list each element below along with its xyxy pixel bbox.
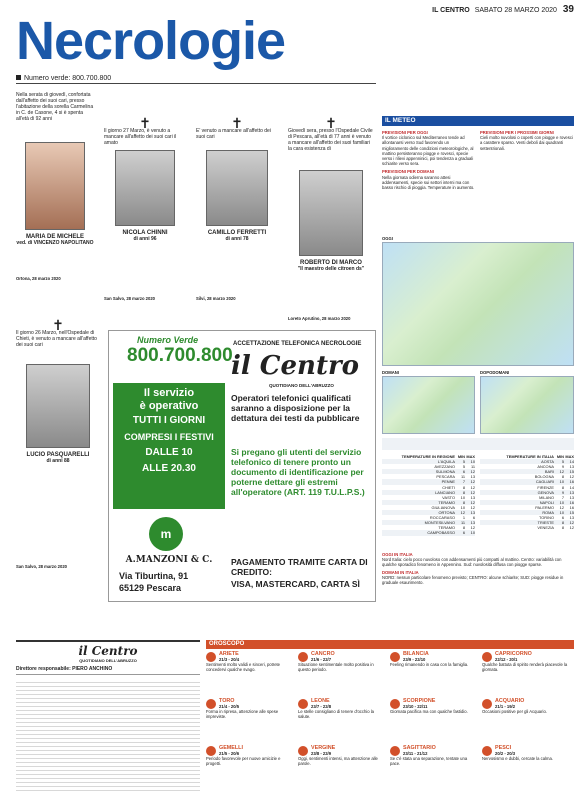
obit-photo bbox=[206, 150, 268, 226]
temp-max: 13 bbox=[470, 494, 475, 500]
temp-city: TRIESTE bbox=[537, 520, 554, 526]
temp-min: 8 bbox=[561, 474, 564, 480]
temp-max: 12 bbox=[470, 499, 475, 505]
temp-max: 11 bbox=[470, 464, 475, 470]
sign-name: GEMELLI bbox=[219, 745, 243, 751]
sign-name: SAGITTARIO bbox=[403, 745, 436, 751]
sign-date: 23/11 - 21/12 bbox=[403, 751, 428, 756]
temp-city: ANCONA bbox=[537, 464, 554, 470]
meteo-tomorrow: Nella giornata odierna saranno attesi addensamenti, specie sui settori interni ma con basso rischio di pioggia. Temperature in aumento. bbox=[382, 174, 475, 191]
sign-name: LEONE bbox=[311, 698, 330, 704]
temp-city: CHIETI bbox=[442, 484, 455, 490]
obit-loc: Ortona, 28 marzo 2020 bbox=[16, 276, 61, 281]
obit-text: Giovedì sera, presso l'Ospedale Civile di Pescara, all'età di 77 anni è venuto a mancare all'affetto dei suoi familiari la cara esistenza di bbox=[288, 128, 373, 152]
temp-max: 12 bbox=[470, 525, 475, 531]
zodiac-icon bbox=[390, 746, 400, 756]
meteo-domani-label: DOMANI bbox=[382, 370, 399, 375]
obit-1 bbox=[16, 92, 94, 310]
obit-photo bbox=[25, 142, 85, 230]
ad-service-line: ALLE 20.30 bbox=[142, 463, 196, 474]
horoscope-sign bbox=[482, 698, 570, 743]
sign-date: 20/2 - 20/3 bbox=[495, 751, 516, 756]
sign-text: Forma in ripresa, attenzione alle spese impreviste. bbox=[206, 709, 279, 720]
temp-max: 13 bbox=[569, 494, 574, 500]
temp-min: 5 bbox=[561, 459, 564, 465]
temp-regione bbox=[382, 454, 475, 536]
sign-text: Feeling rimanendo in casa con la famiglia. bbox=[390, 662, 469, 668]
meteo-map-domani bbox=[382, 376, 475, 434]
obit-text: Nella serata di giovedì, confortata dall'affetto dei suoi cari, presso l'abitazione della sorella Carmelina in C. de Casone, 4 si è spenta all'età di 92 anni bbox=[16, 92, 94, 122]
temp-city: PESCARA bbox=[436, 474, 455, 480]
zodiac-icon bbox=[206, 746, 216, 756]
sign-date: 21/3 - 20/4 bbox=[219, 657, 240, 662]
obit-2 bbox=[104, 116, 186, 318]
sign-name: SCORPIONE bbox=[403, 698, 436, 704]
obit-name: CAMILLO FERRETTI bbox=[207, 230, 267, 236]
ad-service-box bbox=[113, 383, 225, 509]
ad-company: A.MANZONI & C. bbox=[125, 555, 213, 565]
temp-min: 10 bbox=[559, 479, 564, 485]
horoscope-sign bbox=[298, 745, 386, 790]
ad-service-line: DALLE 10 bbox=[145, 447, 193, 458]
temp-min: 12 bbox=[559, 504, 564, 510]
sign-name: VERGINE bbox=[311, 745, 336, 751]
meteo-dopodomani-label: DOPODOMANI bbox=[480, 370, 510, 375]
meteo-region-heading: OGGI IN ITALIA bbox=[382, 552, 413, 557]
obit-sub: di anni 88 bbox=[46, 458, 70, 464]
temp-italia bbox=[480, 454, 574, 530]
temp-min: 8 bbox=[561, 520, 564, 526]
page-date: SABATO 28 MARZO 2020 bbox=[474, 7, 557, 14]
temp-min: 11 bbox=[460, 474, 465, 480]
zodiac-icon bbox=[482, 699, 492, 709]
temp-min: 9 bbox=[561, 464, 564, 470]
cross-icon: ✝ bbox=[52, 318, 64, 334]
impressum-logo: il Centro bbox=[78, 644, 138, 658]
oroscopo-title bbox=[206, 640, 574, 649]
temp-max: 12 bbox=[569, 525, 574, 531]
ad-service-line: Il servizio bbox=[143, 387, 195, 399]
sign-text: Occasioni positive per gli Acquario. bbox=[482, 709, 547, 715]
sign-name: CAPRICORNO bbox=[495, 651, 532, 657]
obit-3 bbox=[196, 116, 278, 318]
sign-text: Qualche battuta di spirito renderà piacevole la giornata. bbox=[482, 662, 568, 673]
temp-min: 8 bbox=[462, 484, 465, 490]
meteo-today: Il vortice ciclonico sul Mediterraneo tende ad allontanarsi verso Sud favorendo un miglioramento delle condizioni meteorologiche, al mattino persisteranno piogge e rovesci, specie verso i rilievi appenninici, poi tendenza a graduali schiarite verso sera. bbox=[382, 135, 474, 167]
sign-name: CANCRO bbox=[311, 651, 335, 657]
temp-min: 8 bbox=[462, 489, 465, 495]
temp-city: ROMA bbox=[542, 510, 554, 516]
phone-bar bbox=[16, 74, 376, 84]
temp-min: 6 bbox=[462, 530, 465, 536]
sign-text: Oggi, sentimenti intensi, ma attenzione alle parole. bbox=[298, 756, 378, 767]
ad-service-line: COMPRESI I FESTIVI bbox=[124, 432, 214, 442]
obit-sub: di anni 96 bbox=[133, 236, 157, 242]
ad-nv-number: 800.700.800 bbox=[127, 345, 233, 366]
temp-city: NAPOLI bbox=[539, 499, 554, 505]
temp-min: 1 bbox=[462, 515, 465, 521]
temp-min: 10 bbox=[559, 499, 564, 505]
sign-name: ARIETE bbox=[219, 651, 239, 657]
obit-name: NICOLA CHINNI bbox=[122, 230, 168, 236]
company-logo-icon: m bbox=[149, 517, 183, 551]
temp-min: 9 bbox=[561, 489, 564, 495]
temp-city: TORINO bbox=[538, 515, 554, 521]
obit-photo bbox=[26, 364, 90, 448]
temp-city: SULMONA bbox=[435, 469, 455, 475]
temp-city: VASTO bbox=[442, 494, 455, 500]
meteo-next: Cieli molto nuvolosi o coperti con piogge e rovesci a carattere sparso. Venti deboli dai quadranti settentrionali. bbox=[480, 135, 573, 151]
horoscope-sign bbox=[206, 651, 294, 696]
cross-icon: ✝ bbox=[139, 116, 151, 132]
sign-text: Situazione sentimentale molto positiva in questo periodo. bbox=[298, 662, 374, 673]
temp-min: 8 bbox=[561, 525, 564, 531]
temp-city: CAGLIARI bbox=[535, 479, 554, 485]
temp-min: 12 bbox=[559, 469, 564, 475]
temp-min: 6 bbox=[462, 469, 465, 475]
temp-min: 8 bbox=[462, 499, 465, 505]
meteo-domani-text: NORD: nessun particolare fenomeno previsto; CENTRO: alcune schiarite; SUD: piogge residue in graduale esaurimento. bbox=[382, 574, 564, 586]
obit-sub: ved. di VINCENZO NAPOLITANO bbox=[16, 240, 94, 246]
temp-min: 10 bbox=[460, 504, 465, 510]
temp-max: 13 bbox=[569, 464, 574, 470]
temp-city: LANCIANO bbox=[435, 489, 455, 495]
temp-max: 13 bbox=[470, 510, 475, 516]
sign-text: Se c'è stata una separazione, tentate una pace. bbox=[390, 756, 468, 767]
meteo-map-dopodomani bbox=[480, 376, 574, 434]
meteo-map-today bbox=[382, 242, 574, 366]
temp-max: 12 bbox=[470, 489, 475, 495]
ad-box bbox=[108, 330, 376, 602]
col-min: MIN bbox=[457, 454, 465, 459]
square-icon bbox=[16, 75, 21, 80]
temp-min: 6 bbox=[561, 515, 564, 521]
zodiac-icon bbox=[390, 652, 400, 662]
horoscope-sign bbox=[390, 745, 478, 790]
impressum bbox=[16, 640, 200, 792]
temp-city: BARI bbox=[544, 469, 554, 475]
temp-max: 12 bbox=[569, 520, 574, 526]
zodiac-icon bbox=[206, 652, 216, 662]
zodiac-icon bbox=[298, 652, 308, 662]
oroscopo bbox=[206, 640, 574, 792]
temp-min: 5 bbox=[462, 459, 465, 465]
ad-nv-label: Numero Verde bbox=[137, 335, 199, 345]
page-number: 39 bbox=[562, 4, 574, 15]
horoscope-sign bbox=[298, 698, 386, 743]
obit-loc: San Salvo, 28 marzo 2020 bbox=[104, 296, 155, 301]
temp-max: 12 bbox=[470, 479, 475, 485]
sign-text: Le stelle consigliano di tenere d'occhio la salute. bbox=[298, 709, 374, 720]
obit-loc: Loreto Aprutino, 28 marzo 2020 bbox=[288, 316, 351, 321]
temp-min: 7 bbox=[561, 494, 564, 500]
temp-min: 12 bbox=[460, 510, 465, 516]
zodiac-icon bbox=[482, 652, 492, 662]
sign-name: BILANCIA bbox=[403, 651, 429, 657]
obit-photo bbox=[299, 170, 363, 256]
temp-city: ROCCARASO bbox=[429, 515, 455, 521]
ad-address1: Via Tiburtina, 91 bbox=[119, 571, 189, 581]
impressum-body bbox=[16, 679, 200, 791]
obit-name: ROBERTO DI MARCO bbox=[300, 260, 362, 266]
impressum-director: Direttore responsabile: PIERO ANCHINO bbox=[16, 666, 200, 675]
meteo-col2 bbox=[480, 130, 574, 151]
temp-row bbox=[382, 530, 475, 535]
meteo-bottom bbox=[382, 552, 574, 585]
ad-service-line: è operativo bbox=[139, 400, 199, 412]
obit-sub: "Il maestro delle citroen ds" bbox=[297, 266, 365, 272]
meteo-title bbox=[382, 116, 574, 126]
cross-icon: ✝ bbox=[231, 116, 243, 132]
sign-date: 21/1 - 19/2 bbox=[495, 704, 516, 709]
horoscope-sign bbox=[206, 698, 294, 743]
temp-max: 14 bbox=[569, 484, 574, 490]
ad-service-line: TUTTI I GIORNI bbox=[132, 415, 206, 426]
temp-max: 10 bbox=[470, 530, 475, 536]
temp-city: GENOVA bbox=[537, 489, 554, 495]
temp-max: 16 bbox=[569, 504, 574, 510]
obit-text: E' venuto a mancare all'affetto dei suoi cari bbox=[196, 128, 271, 140]
temp-city: PENNE bbox=[441, 479, 455, 485]
horoscope-sign bbox=[482, 745, 570, 790]
obit-loc: Silvi, 28 marzo 2020 bbox=[196, 296, 236, 301]
meteo-domani-heading: DOMANI IN ITALIA bbox=[382, 569, 419, 575]
obit-name: MARIA DE MICHELE bbox=[25, 234, 85, 240]
sign-text: Periodo favorevole per nuove amicizie e progetti. bbox=[206, 756, 281, 767]
temp-city: FIRENZE bbox=[537, 484, 554, 490]
obit-name: LUCIO PASQUARELLI bbox=[26, 452, 90, 458]
temp-max: 12 bbox=[470, 484, 475, 490]
ad-pay1: PAGAMENTO TRAMITE CARTA DI CREDITO: bbox=[231, 557, 368, 577]
meteo-region: Nord Italia: cielo poco nuvoloso con addensamenti più compatti al mattino. Centro: variabilità con qualche sporadico fenomeno in Appennino. Sud: nuvolosità diffusa con piogge sparse. bbox=[382, 557, 562, 568]
temp-city: GIULIANOVA bbox=[431, 504, 455, 510]
sign-text: Giornata pacifica ma con qualche fastidio. bbox=[390, 709, 468, 715]
temp-max: 12 bbox=[470, 504, 475, 510]
temp-city: ORTONA bbox=[438, 510, 455, 516]
sign-date: 21/6 - 22/7 bbox=[311, 657, 332, 662]
ad-msg2: Si pregano gli utenti del servizio telefonico di tenere pronto un documento di identificazione per poterne dettare gli estremi all'operatore (ART. 119 T.U.L.P.S.) bbox=[231, 447, 365, 497]
temp-max: 13 bbox=[470, 474, 475, 480]
meteo-today-heading: PREVISIONI PER OGGI bbox=[382, 130, 428, 135]
meteo-col1 bbox=[382, 130, 476, 190]
temp-max: 12 bbox=[470, 469, 475, 475]
obit-4 bbox=[288, 116, 374, 324]
temp-min: 8 bbox=[462, 525, 465, 531]
temp-max: 13 bbox=[569, 515, 574, 521]
col-min: MIN bbox=[556, 454, 564, 459]
temp-max: 16 bbox=[569, 479, 574, 485]
sign-date: 23/8 - 22/9 bbox=[311, 751, 332, 756]
temp-city: MONTESILVANO bbox=[424, 520, 455, 526]
temp-city: CAMPOBASSO bbox=[427, 530, 455, 536]
temp-min: 7 bbox=[462, 479, 465, 485]
sign-date: 21/5 - 20/6 bbox=[219, 751, 240, 756]
horoscope-sign bbox=[390, 698, 478, 743]
obit-5 bbox=[16, 318, 100, 630]
temp-max: 12 bbox=[569, 474, 574, 480]
temp-min: 10 bbox=[460, 494, 465, 500]
temp-min: 11 bbox=[460, 520, 465, 526]
temp-max: 13 bbox=[470, 520, 475, 526]
temp-city: AVEZZANO bbox=[434, 464, 455, 470]
sign-text: Sentimenti molto validi e sinceri, potrete concedervi qualche svago. bbox=[206, 662, 281, 673]
temp-max: 16 bbox=[569, 499, 574, 505]
sign-date: 21/4 - 20/5 bbox=[219, 704, 240, 709]
temp-city: VENEZIA bbox=[537, 525, 554, 531]
temp-row bbox=[480, 525, 574, 530]
ad-logo: il Centro bbox=[231, 351, 359, 381]
temp-city: L'AQUILA bbox=[437, 459, 455, 465]
zodiac-icon bbox=[482, 746, 492, 756]
ad-address2: 65129 Pescara bbox=[119, 583, 182, 593]
meteo-next-heading: PREVISIONI PER I PROSSIMI GIORNI bbox=[480, 130, 554, 135]
obit-text: Il giorno 26 Marzo, nell'Ospedale di Chieti, è venuto a mancare all'affetto dei suoi cari bbox=[16, 330, 97, 348]
meteo-title-text: IL METEO bbox=[385, 117, 416, 124]
temp-city: AOSTA bbox=[541, 459, 554, 465]
obit-sub: di anni 78 bbox=[225, 236, 249, 242]
oroscopo-title-text: OROSCOPO bbox=[209, 641, 245, 647]
ad-pay2: VISA, MASTERCARD, CARTA SÌ bbox=[231, 579, 360, 589]
sign-name: ACQUARIO bbox=[495, 698, 525, 704]
col-max: MAX bbox=[565, 454, 574, 459]
impressum-logo-sub: QUOTIDIANO DELL'ABRUZZO bbox=[79, 658, 137, 663]
temp-max: 14 bbox=[569, 459, 574, 465]
obit-loc: San Salvo, 28 marzo 2020 bbox=[16, 564, 67, 569]
temp-max: 6 bbox=[472, 515, 475, 521]
zodiac-icon bbox=[298, 746, 308, 756]
horoscope-sign bbox=[482, 651, 570, 696]
ad-logo-sub: QUOTIDIANO DELL'ABRUZZO bbox=[269, 383, 334, 388]
temp-reg-heading: TEMPERATURE IN REGIONE bbox=[401, 454, 455, 459]
sign-name: TORO bbox=[219, 698, 235, 704]
zodiac-icon bbox=[298, 699, 308, 709]
temp-city: BOLOGNA bbox=[534, 474, 554, 480]
sign-date: 23/9 - 22/10 bbox=[403, 657, 426, 662]
obit-text: Il giorno 27 Marzo, è venuto a mancare all'affetto dei suoi cari il amato bbox=[104, 128, 177, 146]
sign-date: 23/7 - 22/8 bbox=[311, 704, 332, 709]
paper-name: IL CENTRO bbox=[432, 7, 470, 14]
page-title: Necrologie bbox=[16, 11, 286, 71]
temp-min: 5 bbox=[462, 464, 465, 470]
temp-max: 15 bbox=[569, 469, 574, 475]
temp-min: 8 bbox=[561, 484, 564, 490]
temp-ita-heading: TEMPERATURE IN ITALIA bbox=[506, 454, 554, 459]
temp-max: 15 bbox=[569, 510, 574, 516]
horoscope-sign bbox=[298, 651, 386, 696]
cross-icon: ✝ bbox=[325, 116, 337, 132]
temp-city: TERAMO bbox=[438, 525, 455, 531]
temp-min: 10 bbox=[559, 510, 564, 516]
temp-max: 13 bbox=[569, 489, 574, 495]
page-header-right bbox=[382, 4, 574, 16]
zodiac-icon bbox=[206, 699, 216, 709]
phone-bar-text: Numero verde: 800.700.800 bbox=[24, 75, 112, 82]
temp-max: 10 bbox=[470, 459, 475, 465]
temp-city: TERAMO bbox=[438, 499, 455, 505]
temp-city: MILANO bbox=[539, 494, 554, 500]
ad-msg1: Operatori telefonici qualificati saranno a disposizione per la dettatura dei testi da pubblicare bbox=[231, 393, 360, 423]
meteo-panel bbox=[382, 116, 574, 636]
ad-accept: ACCETTAZIONE TELEFONICA NECROLOGIE bbox=[233, 341, 362, 347]
obit-photo bbox=[115, 150, 175, 226]
sign-text: Nervosismo e dubbi, cercate la calma. bbox=[482, 756, 553, 762]
temp-city: PALERMO bbox=[535, 504, 554, 510]
meteo-map-label: OGGI bbox=[382, 236, 393, 241]
horoscope-sign bbox=[390, 651, 478, 696]
horoscope-sign bbox=[206, 745, 294, 790]
sign-name: PESCI bbox=[495, 745, 512, 751]
meteo-legend bbox=[382, 438, 574, 450]
sign-date: 22/12 - 20/1 bbox=[495, 657, 518, 662]
meteo-tomorrow-heading: PREVISIONI PER DOMANI bbox=[382, 169, 434, 175]
zodiac-icon bbox=[390, 699, 400, 709]
sign-date: 23/10 - 22/11 bbox=[403, 704, 428, 709]
col-max: MAX bbox=[466, 454, 475, 459]
